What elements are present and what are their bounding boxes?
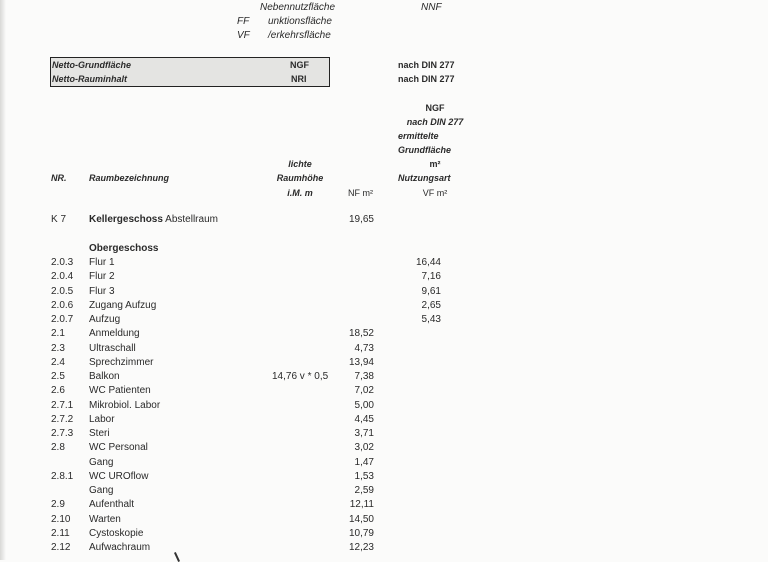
table-row [0, 384, 768, 398]
row-nf: 7,38 [354, 371, 374, 382]
row-name: Labor [89, 413, 115, 425]
row-name: Aufzug [89, 314, 121, 325]
row-name: Mikrobiol. Labor [89, 399, 161, 411]
row-name: Flur 1 [89, 257, 115, 268]
row-nf: 1,53 [354, 470, 374, 482]
row-nr: K 7 [51, 214, 67, 225]
row-vf: 9,61 [421, 285, 441, 297]
row-name: WC Patienten [89, 385, 151, 397]
box-label-nri: Netto-Rauminhalt [52, 74, 127, 84]
row-name: Gang [89, 485, 114, 496]
header-ngf-5: m² [429, 159, 441, 169]
legend-vf-abbr: VF [237, 30, 250, 41]
legend-ff-abbr: FF [237, 16, 250, 27]
header-ngf-3: ermittelte [398, 131, 439, 141]
table-row [0, 427, 768, 441]
row-nr: 2.3 [51, 342, 65, 354]
row-name: Ultraschall [89, 342, 136, 354]
row-nf: 4,73 [354, 342, 374, 354]
table-row [0, 541, 768, 555]
table-row [0, 456, 768, 470]
table-row [0, 356, 768, 370]
row-name: Balkon [89, 371, 120, 382]
box-norm-ngf: nach DIN 277 [398, 60, 455, 70]
row-name: Warten [89, 513, 121, 525]
header-ngf-6: Nutzungsart [398, 173, 451, 183]
row-nr: 2.1 [51, 328, 65, 340]
box-norm-nri: nach DIN 277 [398, 74, 455, 84]
row-nr: 2.12 [51, 542, 71, 553]
row-nf: 2,59 [354, 485, 374, 496]
row-nr: 2.0.5 [51, 285, 74, 297]
header-nf: NF m² [348, 188, 373, 198]
row-nr: 2.7.1 [51, 399, 74, 411]
row-nr: 2.5 [51, 371, 65, 382]
header-name: Raumbezeichnung [89, 173, 170, 183]
box-label-ngf: Netto-Grundfläche [52, 60, 132, 70]
row-nf: 14,50 [348, 513, 374, 525]
row-nf: 13,94 [348, 356, 374, 368]
row-name: Cystoskopie [89, 527, 144, 539]
row-vf: 2,65 [421, 299, 441, 311]
table-row [0, 513, 768, 527]
table-row [0, 327, 768, 341]
row-name: Steri [89, 428, 110, 439]
floor-label: Kellergeschoss [89, 214, 163, 225]
row-nr: 2.9 [51, 499, 65, 511]
row-nf: 5,00 [354, 399, 374, 411]
legend-nnf-label: Nebennutzfläche [260, 2, 336, 13]
row-nr: 2.0.7 [51, 314, 74, 325]
row-name: WC Personal [89, 442, 148, 454]
table-row [0, 498, 768, 512]
row-nf: 4,45 [354, 413, 374, 425]
row-nf: 7,02 [354, 385, 374, 397]
row-nr: 2.0.4 [51, 271, 74, 283]
row-nr: 2.11 [51, 527, 70, 539]
table-row [0, 413, 768, 427]
table-row [0, 527, 768, 541]
row-name: Flur 2 [89, 271, 115, 283]
row-name: Aufwachraum [89, 542, 151, 553]
row-nf: 1,47 [354, 456, 374, 468]
row-nr: 2.10 [51, 513, 71, 525]
row-name: WC UROflow [89, 470, 149, 482]
row-name: Flur 3 [89, 285, 115, 297]
header-vf: VF m² [422, 188, 448, 198]
row-nf: 12,11 [349, 499, 374, 511]
row-name: Zugang Aufzug [89, 299, 157, 311]
table-row [0, 399, 768, 413]
table-row [0, 370, 768, 384]
row-vf: 7,16 [421, 271, 441, 283]
row-nf: 3,71 [354, 428, 374, 439]
header-height-2: Raumhöhe [276, 173, 324, 183]
table-row [0, 441, 768, 455]
table-row [0, 299, 768, 313]
row-vf: 5,43 [421, 314, 441, 325]
table-row [0, 256, 768, 270]
row-nf: 3,02 [354, 442, 374, 454]
row-nr: 2.7.2 [51, 413, 74, 425]
row-nf: 12,23 [348, 542, 374, 553]
legend-ff-label: unktionsfläche [268, 16, 332, 27]
row-vf: 16,44 [415, 257, 441, 268]
header-ngf-2: nach DIN 277 [406, 117, 464, 127]
table-row-basement [0, 213, 768, 227]
row-nr: 2.8.1 [51, 470, 74, 482]
table-row [0, 270, 768, 284]
header-height-3: i.M. m [287, 188, 313, 198]
row-name: Sprechzimmer [89, 356, 154, 368]
row-nf: 19,65 [348, 214, 374, 225]
row-nr: 2.0.6 [51, 299, 74, 311]
box-abbr-ngf: NGF [290, 60, 309, 70]
row-name: Aufenthalt [89, 499, 135, 511]
row-nr: 2.8 [51, 442, 65, 454]
header-height-1: lichte [288, 159, 312, 169]
section-heading: Obergeschoss [89, 243, 159, 254]
table-row [0, 470, 768, 484]
table-row [0, 484, 768, 498]
row-height: 14,76 v * 0,5 [272, 371, 329, 382]
row-name: Gang [89, 456, 114, 468]
row-nr: 2.7.3 [51, 428, 74, 439]
row-nr: 2.0.3 [51, 257, 74, 268]
row-name [89, 213, 218, 227]
legend-vf-label: /erkehrsfläche [268, 30, 331, 41]
row-nf: 18,52 [348, 328, 374, 340]
table-row [0, 342, 768, 356]
row-nf: 10,79 [348, 527, 374, 539]
row-nr: 2.4 [51, 356, 65, 368]
table-row [0, 285, 768, 299]
table-row [0, 313, 768, 327]
header-ngf-1: NGF [425, 103, 445, 113]
row-nr: 2.6 [51, 385, 65, 397]
legend-nnf-abbr: NNF [421, 2, 442, 13]
row-name: Anmeldung [89, 328, 140, 340]
header-ngf-4: Grundfläche [398, 145, 452, 155]
room-label: Abstellraum [165, 214, 218, 225]
box-abbr-nri: NRI [291, 74, 307, 84]
header-nr: NR. [51, 173, 67, 183]
